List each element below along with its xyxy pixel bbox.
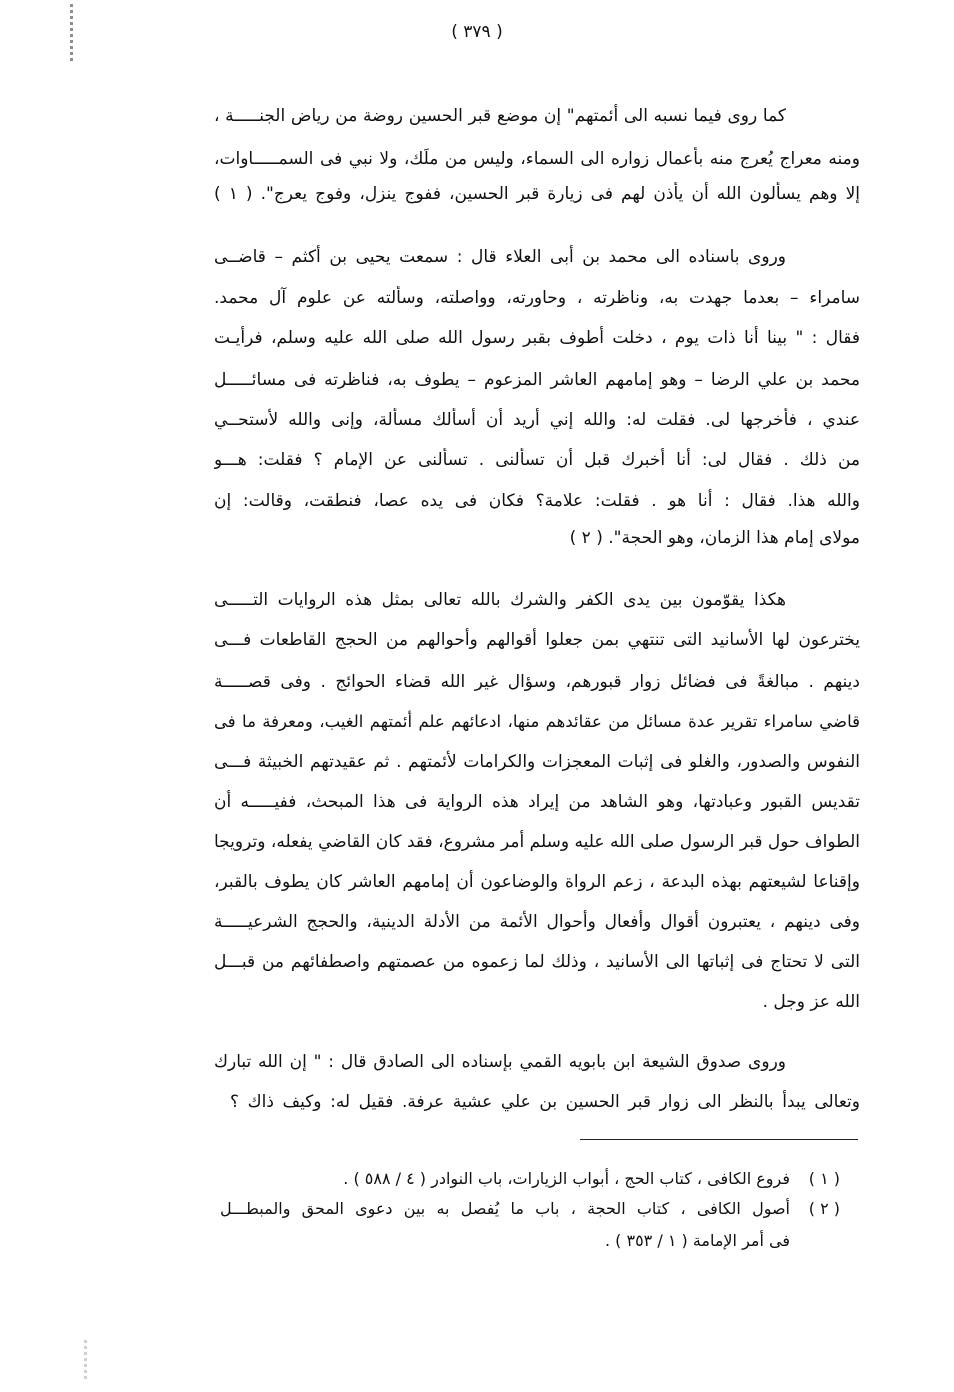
text-line: يخترعون لها الأسانيد التى تنتهي بمن جعلوا أقوالهم وأحوالهم من الحجج القاطعات فـــى <box>214 630 860 650</box>
text-line: سامراء – بعدما جهدت به، وناظرته ، وحاورته، وواصلته، وسألته عن علوم آل محمد. <box>214 288 860 308</box>
footnote-text: فروع الكافى ، كتاب الحج ، أبواب الزيارات، باب النوادر ( ٤ / ٥٨٨ ) . <box>343 1169 790 1188</box>
text-line: كما روى فيما نسبه الى أئمتهم" إن موضع قبر الحسين روضة من رياض الجنـــــة ، <box>214 106 786 126</box>
text-line: الطواف حول قبر الرسول صلى الله عليه وسلم أمر مشروع، فقد كان القاضي يفعله، وترويجا <box>214 832 860 852</box>
footnote-number: ( ٢ ) <box>808 1199 840 1218</box>
text-line: وتعالى يبدأ بالنظر الى زوار قبر الحسين بن علي عشية عرفة. فقيل له: وكيف ذاك ؟ <box>230 1092 860 1112</box>
text-line: إلا وهم يسألون الله أن يأذن لهم فى زيارة قبر الحسين، ففوج ينزل، وفوج يعرج". ( ١ ) <box>214 184 860 204</box>
text-line: مولاى إمام هذا الزمان، وهو الحجة". ( ٢ ) <box>569 528 860 548</box>
footnote-text: فى أمر الإمامة ( ١ / ٣٥٣ ) . <box>604 1231 790 1250</box>
text-line: قاضي سامراء تقرير عدة مسائل من عقائدهم منها، ادعائهم علم أئمتهم الغيب، ومعرفة ما فى <box>214 712 860 731</box>
scan-margin-mark-bottom <box>84 1340 87 1380</box>
text-line: وفى دينهم ، يعتبرون أقوال وأفعال وأحوال الأئمة من الأدلة الدينية، والحجج الشرعيـــــة <box>214 912 860 932</box>
text-line: فقال : " بينا أنا ذات يوم ، دخلت أطوف بقبر رسول الله صلى الله عليه وسلم، فرأيـت <box>214 328 860 348</box>
page-number: ( ٣٧٩ ) <box>451 22 503 42</box>
text-line: والله هذا. فقال : أنا هو . فقلت: علامة؟ فكان فى يده عصا، فنطقت، وقالت: إن <box>214 491 860 511</box>
text-line: وروى صدوق الشيعة ابن بابويه القمي بإسناده الى الصادق قال : " إن الله تبارك <box>214 1052 786 1072</box>
text-line: عندي ، فأخرجها لى. فقلت له: والله إني أريد أن أسألك مسألة، وإنى والله لأستحــي <box>214 410 860 430</box>
text-line: التى لا تحتاج فى إثباتها الى الأسانيد ، وذلك لما زعموه من عصمتهم واصطفائهم من قبـــل <box>214 952 860 972</box>
text-line: وإقناعا لشيعتهم بهذه البدعة ، زعم الرواة والوضاعون أن إمامهم العاشر كان يطوف بالقبر، <box>214 872 860 892</box>
text-line: تقديس القبور وعبادتها، وهو الشاهد من إيراد هذه الرواية فى هذا المبحث، ففيـــــه أن <box>214 792 860 812</box>
text-line: النفوس والصدور، والغلو فى إثبات المعجزات والكرامات لأئمتهم . ثم عقيدتهم الخبيثة فـــى <box>214 752 860 772</box>
footnote-text: أصول الكافى ، كتاب الحجة ، باب ما يُفصل به بين دعوى المحق والمبطـــل <box>220 1199 790 1218</box>
text-line: من ذلك . فقال لى: أنا أخبرك قبل أن تسألنى . تسألنى عن الإمام ؟ فقلت: هـــو <box>214 450 860 470</box>
text-line: الله عز وجل . <box>762 992 860 1012</box>
footnote-separator <box>580 1139 858 1140</box>
footnote-number: ( ١ ) <box>808 1169 840 1188</box>
text-line: دينهم . مبالغةً فى فضائل زوار قبورهم، وسؤال غير الله قضاء الحوائج . وفى قصـــــة <box>214 672 860 692</box>
text-line: هكذا يقوّمون بين يدى الكفر والشرك بالله تعالى بمثل هذه الروايات التـــــى <box>214 590 786 610</box>
text-line: محمد بن علي الرضا – وهو إمامهم العاشر المزعوم – يطوف به، فناظرته فى مسائـــــل <box>214 370 860 390</box>
text-line: وروى باسناده الى محمد بن أبى العلاء قال : سمعت يحيى بن أكثم – قاضــى <box>214 247 786 267</box>
text-line: ومنه معراج يُعرج منه بأعمال زواره الى السماء، وليس من ملَك، ولا نبي فى السمـــــاوات، <box>214 149 860 169</box>
